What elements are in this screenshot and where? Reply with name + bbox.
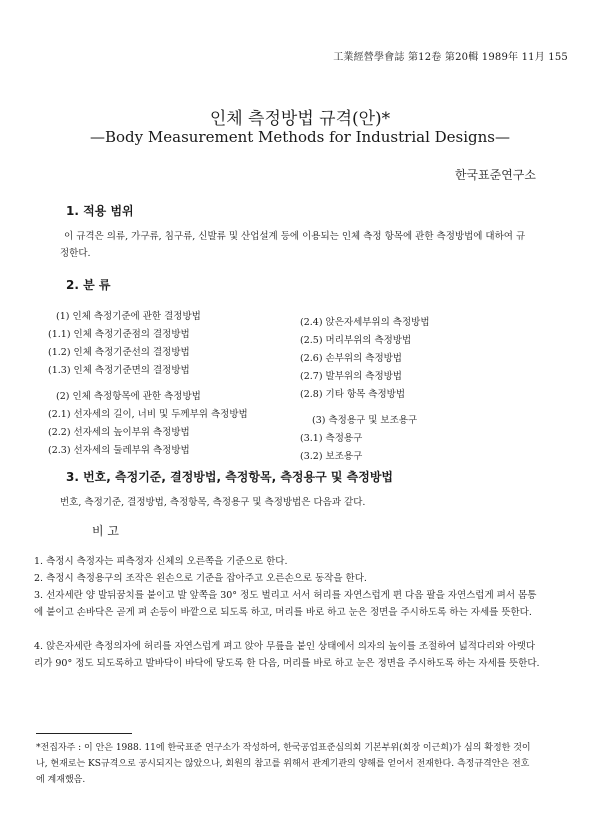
classification-item: (1.2) 인체 측정기준선의 결정방법 [48, 347, 190, 358]
classification-item: (2.7) 발부위의 측정방법 [300, 371, 402, 382]
section-1-heading: 1. 적용 범위 [66, 204, 134, 218]
document-title: 인체 측정방법 규격(안)* [209, 109, 391, 129]
classification-item: (2.4) 앉은자세부위의 측정방법 [300, 317, 430, 328]
note-item: 2. 측정시 측정용구의 조작은 왼손으로 기준을 잡아주고 오른손으로 동작을 한다. [34, 573, 367, 584]
section-1-body: 이 규격은 의류, 가구류, 침구류, 신발류 및 산업설계 등에 이용되는 인체 측정 항목에 관한 측정방법에 대하여 규정한다. [60, 231, 526, 259]
section-3-body: 번호, 측정기준, 결정방법, 측정항목, 측정용구 및 측정방법은 다음과 같다. [60, 497, 366, 508]
footnote: *전집자주 : 이 안은 1988. 11에 한국표준 연구소가 작성하여, 한국공업표준심의회 기본부위(회장 이근희)가 심의 확정한 것이나, 현재로는 KS규격으로 공시되지는 않았으나, 회원의 참고를 위해서 관계기관의 양해를 얻어서 전재한다. 측정규격안은 전호에 계재했음. [36, 743, 531, 785]
classification-item: (1.3) 인체 측정기준면의 결정방법 [48, 365, 190, 376]
classification-item: (2.1) 선자세의 길이, 너비 및 두께부위 측정방법 [48, 409, 248, 420]
classification-item: (3.2) 보조용구 [300, 451, 363, 462]
classification-item: (1.1) 인체 측정기준점의 결정방법 [48, 329, 190, 340]
journal-header: 工業經營學會誌 第12卷 第20輯 1989年 11月 155 [333, 52, 568, 63]
classification-item: (2) 인체 측정항목에 관한 측정방법 [56, 391, 201, 402]
classification-item: (2.8) 기타 항목 측정방법 [300, 389, 405, 400]
classification-item: (2.6) 손부위의 측정방법 [300, 353, 402, 364]
classification-item: (3.1) 측정용구 [300, 433, 363, 444]
document-subtitle: —Body Measurement Methods for Industrial Designs— [90, 128, 510, 146]
note-item: 1. 측정시 측정자는 피측정자 신체의 오른쪽을 기준으로 한다. [34, 556, 288, 567]
classification-item: (1) 인체 측정기준에 관한 결정방법 [56, 311, 201, 322]
classification-item: (2.5) 머리부위의 측정방법 [300, 335, 412, 346]
classification-item: (2.2) 선자세의 높이부위 측정방법 [48, 427, 190, 438]
note-item: 3. 선자세란 양 발뒤꿈치를 붙이고 발 앞쪽을 30° 정도 벌리고 서서 허리를 자연스럽게 편 다음 팔을 자연스럽게 펴서 몸통에 붙이고 손바닥은 곧게 펴 손등이 바깥으로 되도록 하고, 머리를 바로 하고 눈은 정면을 주시하도록 하는 자세를 뜻한다. [34, 590, 537, 618]
classification-item: (3) 측정용구 및 보조용구 [312, 415, 418, 426]
notes-heading: 비 고 [92, 524, 119, 538]
section-3-heading: 3. 번호, 측정기준, 결정방법, 측정항목, 측정용구 및 측정방법 [66, 470, 394, 484]
section-2-heading: 2. 분 류 [66, 278, 111, 292]
author-organization: 한국표준연구소 [454, 168, 536, 182]
classification-item: (2.3) 선자세의 둘레부위 측정방법 [48, 445, 190, 456]
note-item: 4. 앉은자세란 측정의자에 허리를 자연스럽게 펴고 앉아 무릎을 붙인 상태에서 의자의 높이를 조절하여 넓적다리와 아랫다리가 90° 정도 되도록하고 발바닥이 바닥에 닿도록 한 다음, 머리를 바로 하고 눈은 정면을 주시하도록 하는 자세를 뜻한다. [34, 641, 540, 669]
footnote-divider [36, 733, 132, 734]
